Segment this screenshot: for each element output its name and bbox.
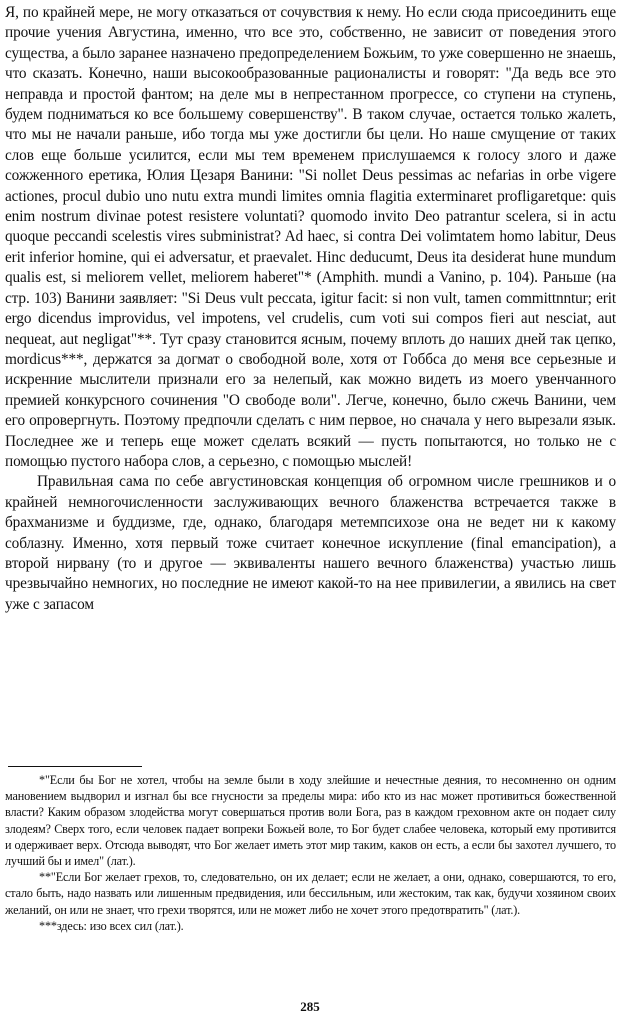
footnote-divider <box>8 766 142 767</box>
main-text <box>5 3 616 615</box>
footnote-3: ***здесь: изо всех сил (лат.). <box>39 918 184 933</box>
paragraph-1: Я, по крайней мере, не могу отказаться от сочувствия к нему. Но если сюда присоединить еще прочие учения Августина, именно, что все это, собственно, не зависит от поведения этого существа, а было заранее назначено предопределением Божьим, то уже совершенно не знаешь, что сказать. Конечно, наши высокообразованные рационалисты и говорят: "Да ведь все это неправда и простой фантом; на деле мы в непрестанном прогрессе, со ступени на ступень, будем подниматься ко все большему совершенству". В таком случае, остается только жалеть, что мы не начали раньше, ибо тогда мы уже достигли бы цели. Но наше смущение от таких слов еще больше усилится, если мы тем временем прислушаемся к голосу злого и даже сожженного еретика, Юлия Цезаря Ванини: "Si nollet Deus pessimas ac nefarias in orbe vigere actiones, procul dubio uno nutu extra mundi limites omnia flagitia exterminaret profligaretque: quis enim nostrum divinae potest resistere voluntati? quomodo invito Deo patrantur scelera, si in actu quoque peccandi scelestis vires subministrat? Ad haec, si contra Dei volimtatem homo labitur, Deus erit inferior homine, qui ei adversatur, et praevalet. Hinc deducumt, Deus ita desiderat hune mundum qualis est, si meliorem vellet, meliorem haberet"* (Amphith. mundi a Vanino, p. 104). Раньше (на стр. 103) Ванини заявляет: "Si Deus vult peccata, igitur facit: si non vult, tamen committnntur; erit ergo dicendus improvidus, vel impotens, vel crudelis, cum voti sui compos fieri aut nesciat, aut nequeat, aut negligat"**. Тут сразу становится ясным, почему вплоть до наших дней так цепко, mordicus***, держатся за догмат о свободной воле, хотя от Гоббса до меня все серьезные и искренние мыслители признали его за нелепый, как можно видеть из моего увенчанного премией конкурсного сочинения "О свободе воли". Легче, конечно, было сжечь Ванини, чем его опровергнуть. Поэтому предпочли сделать с ним первое, но сначала у него вырезали язык. Последнее же и теперь еще может сделать всякий — пусть попытаются, но только не с помощью пустого набора слов, а серьезно, с помощью мыслей! <box>5 4 616 470</box>
footnote-1: *"Если бы Бог не хотел, чтобы на земле были в ходу злейшие и нечестные деяния, то несомненно он одним мановением выдворил и изгнал бы все гнусности за пределы мира: ибо кто из нас может противиться божественной власти? Каким образом злодейства могут совершаться против воли Бога, раз в каждом греховном акте он подает силу злодеям? Сверх того, если человек падает вопреки Божьей воле, то Бог будет слабее человека, который ему противится и одерживает верх. Отсюда выводят, что Бог желает иметь этот мир таким, каков он есть, а если бы захотел лучшего, то лучший бы и имел" (лат.). <box>5 773 616 869</box>
page-number: 285 <box>300 999 320 1014</box>
footnotes <box>5 772 616 934</box>
paragraph-2: Правильная сама по себе августиновская концепция об огромном числе грешников и о крайней немногочисленности заслуживающих вечного блаженства встречается также в брахманизме и буддизме, где, однако, благодаря метемпсихозе она не ведет ни к какому соблазну. Именно, хотя первый тоже считает конечное искупление (final emancipation), а второй нирвану (то и другое — эквиваленты нашего вечного блаженства) участью лишь чрезвычайно немногих, но последние не имеют какой-то на нее привилегии, а явились на свет уже с запасом <box>5 473 616 613</box>
footnote-2: **"Если Бог желает грехов, то, следовательно, он их делает; если не желает, а они, однако, совершаются, то его, стало быть, надо назвать или лишенным предвидения, или бессильным, или жестоким, так как, будучи хозяином своих желаний, он или не знает, что грехи творятся, или не может либо не хочет этого предотвратить" (лат.). <box>5 870 616 917</box>
